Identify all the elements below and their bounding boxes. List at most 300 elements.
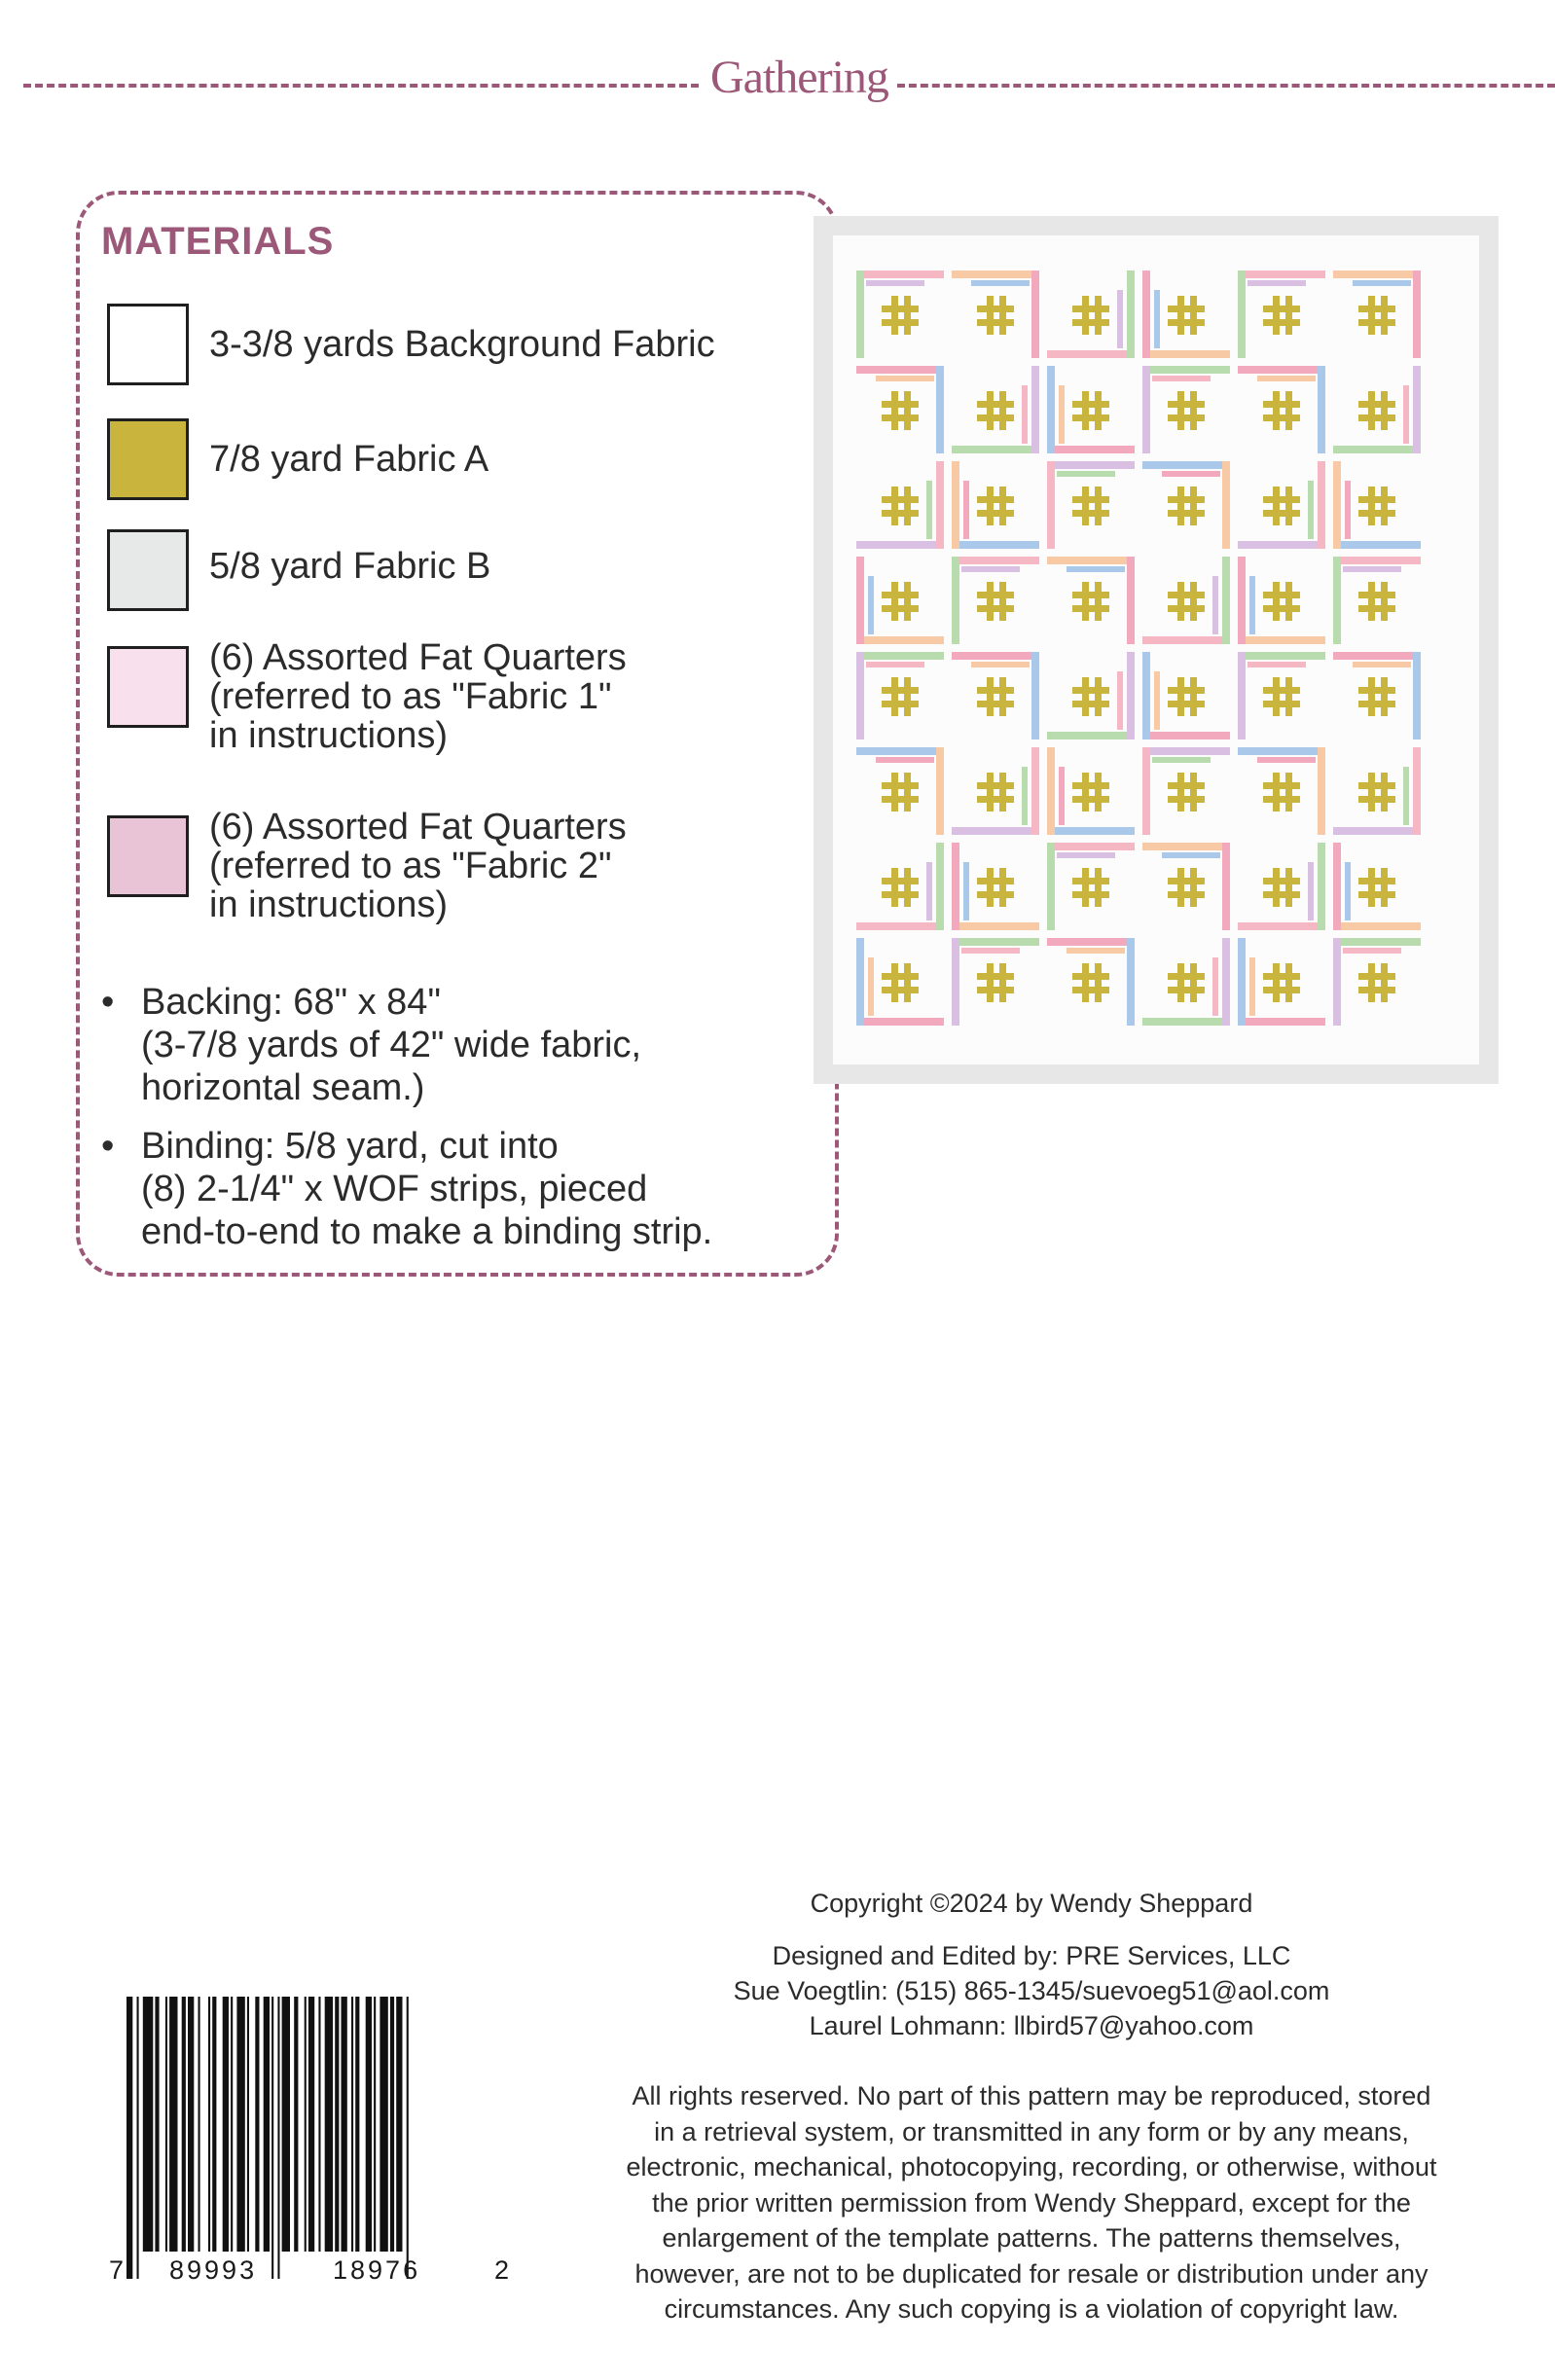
quilt-hash-block (1072, 605, 1109, 612)
quilt-hash-block (987, 677, 994, 716)
quilt-strip (952, 557, 1039, 564)
quilt-hash-block (1263, 415, 1300, 421)
quilt-hash-block (1368, 963, 1375, 1002)
quilt-hash-block (1285, 868, 1292, 907)
quilt-hash-block (1082, 391, 1089, 430)
quilt-hash-block (1273, 487, 1280, 525)
quilt-strip (952, 938, 959, 1026)
quilt-strip (936, 747, 944, 835)
quilt-hash-block (882, 701, 919, 707)
quilt-hash-block (1263, 496, 1300, 503)
barcode-bar (282, 1997, 290, 2252)
quilt-strip (1142, 747, 1150, 835)
quilt-hash-block (1168, 878, 1205, 884)
quilt-strip (926, 481, 932, 539)
material-background-fabric: 3-3/8 yards Background Fabric (209, 324, 715, 365)
quilt-strip (1333, 922, 1421, 930)
quilt-strip (856, 270, 864, 358)
quilt-hash-block (1095, 963, 1102, 1002)
quilt-hash-block (1072, 987, 1109, 993)
quilt-strip (1248, 662, 1306, 667)
quilt-hash-block (1368, 868, 1375, 907)
material-fabric-2-line-1: (6) Assorted Fat Quarters (209, 807, 627, 847)
quilt-hash-block (1263, 592, 1300, 598)
quilt-hash-block (1095, 487, 1102, 525)
legal-line: however, are not to be duplicated for resale or distribution under any (634, 2258, 1428, 2289)
quilt-strip (1257, 757, 1316, 763)
credits-sue-voegtlin: Sue Voegtlin: (515) 865-1345/suevoeg51@aol.com (733, 1976, 1330, 2005)
quilt-strip (1142, 636, 1230, 644)
quilt-hash-block (1095, 677, 1102, 716)
quilt-strip (1047, 557, 1135, 564)
material-fabric-1-line-2: (referred to as "Fabric 1" (209, 676, 612, 717)
binding-line-1: Binding: 5/8 yard, cut into (141, 1126, 559, 1167)
legal-notice (557, 2078, 1506, 2327)
quilt-strip (1238, 270, 1325, 278)
quilt-strip (1308, 481, 1314, 539)
quilt-hash-block (904, 487, 911, 525)
quilt-hash-block (1285, 582, 1292, 621)
quilt-hash-block (999, 773, 1006, 811)
quilt-hash-block (882, 782, 919, 789)
barcode-bar (231, 1997, 233, 2252)
quilt-hash-block (891, 582, 898, 621)
barcode-bar (199, 1997, 200, 2252)
quilt-strip (1127, 270, 1135, 358)
quilt-hash-block (1168, 306, 1205, 312)
quilt-strip (1248, 280, 1306, 286)
quilt-hash-block (1190, 391, 1197, 430)
quilt-hash-block (1381, 963, 1388, 1002)
quilt-strip (1212, 957, 1218, 1016)
quilt-hash-block (882, 891, 919, 898)
quilt-hash-block (1168, 401, 1205, 408)
quilt-hash-block (882, 306, 919, 312)
barcode-bar (277, 1997, 279, 2279)
quilt-hash-block (1168, 782, 1205, 789)
quilt-strip (926, 862, 932, 920)
quilt-hash-block (1082, 582, 1089, 621)
backing-line-3: horizontal seam.) (141, 1067, 425, 1108)
barcode-bar (355, 1997, 359, 2252)
quilt-hash-block (1273, 963, 1280, 1002)
quilt-strip (1067, 566, 1125, 572)
quilt-hash-block (1263, 319, 1300, 326)
quilt-strip (1047, 827, 1135, 835)
quilt-hash-block (1358, 401, 1395, 408)
quilt-strip (856, 636, 944, 644)
quilt-hash-block (1358, 878, 1395, 884)
quilt-strip (866, 280, 924, 286)
quilt-strip (961, 948, 1020, 954)
quilt-strip (1345, 481, 1351, 539)
quilt-strip (1403, 767, 1409, 825)
barcode-bar (390, 1997, 394, 2252)
quilt-hash-block (1381, 677, 1388, 716)
quilt-hash-block (1263, 782, 1300, 789)
copyright-line: Copyright ©2024 by Wendy Sheppard (810, 1889, 1253, 1918)
quilt-hash-block (1072, 496, 1109, 503)
material-fabric-a: 7/8 yard Fabric A (209, 439, 489, 480)
quilt-hash-block (1358, 891, 1395, 898)
quilt-hash-block (1177, 868, 1184, 907)
quilt-hash-block (1381, 582, 1388, 621)
barcode-bar (396, 1997, 402, 2252)
quilt-hash-block (1190, 582, 1197, 621)
quilt-hash-block (1190, 677, 1197, 716)
quilt-hash-block (1072, 401, 1109, 408)
barcode-bar (294, 1997, 298, 2252)
bullet-backing (141, 981, 842, 1109)
quilt-hash-block (1358, 796, 1395, 803)
quilt-strip (1117, 290, 1123, 348)
quilt-strip (1238, 557, 1246, 644)
quilt-strip (1059, 767, 1065, 825)
credits-laurel-lohmann: Laurel Lohmann: llbird57@yahoo.com (809, 2011, 1254, 2040)
quilt-strip (1127, 652, 1135, 739)
quilt-hash-block (1190, 963, 1197, 1002)
quilt-hash-block (977, 401, 1014, 408)
quilt-strip (1413, 652, 1421, 739)
quilt-strip (1047, 461, 1135, 469)
quilt-hash-block (977, 306, 1014, 312)
barcode-bar (318, 1997, 320, 2252)
quilt-hash-block (977, 796, 1014, 803)
quilt-strip (856, 747, 944, 755)
barcode-bar (182, 1997, 186, 2252)
quilt-strip (1047, 843, 1055, 930)
quilt-hash-block (1263, 891, 1300, 898)
quilt-hash-block (999, 582, 1006, 621)
quilt-hash-block (1190, 773, 1197, 811)
quilt-strip (868, 576, 874, 634)
legal-line: circumstances. Any such copying is a violation of copyright law. (664, 2294, 1399, 2324)
quilt-hash-block (977, 878, 1014, 884)
quilt-strip (1212, 576, 1218, 634)
quilt-hash-block (882, 496, 919, 503)
quilt-strip (1249, 576, 1255, 634)
barcode-bar (212, 1997, 216, 2252)
quilt-hash-block (987, 963, 994, 1002)
materials-title: MATERIALS (101, 220, 335, 263)
quilt-strip (1249, 957, 1255, 1016)
quilt-strip (1031, 366, 1039, 453)
quilt-hash-block (882, 415, 919, 421)
material-fabric-1-line-1: (6) Assorted Fat Quarters (209, 637, 627, 678)
quilt-hash-block (1368, 487, 1375, 525)
quilt-strip (876, 757, 934, 763)
quilt-hash-block (1285, 391, 1292, 430)
quilt-hash-block (1168, 891, 1205, 898)
quilt-strip (1142, 461, 1230, 469)
quilt-hash-block (1168, 510, 1205, 517)
quilt-hash-block (1168, 973, 1205, 980)
quilt-hash-block (1168, 987, 1205, 993)
quilt-hash-block (1177, 487, 1184, 525)
quilt-hash-block (1082, 487, 1089, 525)
quilt-hash-block (891, 773, 898, 811)
quilt-hash-block (1285, 963, 1292, 1002)
quilt-hash-block (1368, 582, 1375, 621)
quilt-hash-block (1285, 487, 1292, 525)
quilt-hash-block (1263, 605, 1300, 612)
barcode-bar (366, 1997, 372, 2252)
quilt-strip (1154, 290, 1160, 348)
quilt-strip (1318, 366, 1325, 453)
barcode-digits-left: 89993 (169, 2255, 258, 2285)
quilt-strip (936, 366, 944, 453)
quilt-hash-block (1273, 296, 1280, 335)
quilt-strip (1413, 270, 1421, 358)
quilt-strip (1142, 350, 1230, 358)
quilt-strip (1308, 862, 1314, 920)
swatch-fabric-a (107, 418, 189, 500)
quilt-strip (1318, 843, 1325, 930)
legal-line: All rights reserved. No part of this pattern may be reproduced, stored (632, 2081, 1431, 2110)
quilt-hash-block (1381, 773, 1388, 811)
quilt-strip (1333, 938, 1341, 1026)
quilt-strip (1238, 636, 1325, 644)
barcode-bar (208, 1997, 210, 2252)
barcode-bar (335, 1997, 339, 2252)
quilt-hash-block (1358, 687, 1395, 694)
quilt-hash-block (1072, 878, 1109, 884)
quilt-hash-block (882, 973, 919, 980)
quilt-hash-block (1177, 677, 1184, 716)
quilt-strip (1031, 270, 1039, 358)
quilt-strip (1154, 671, 1160, 730)
quilt-hash-block (1168, 796, 1205, 803)
legal-line: in a retrieval system, or transmitted in any form or by any means, (654, 2116, 1409, 2146)
quilt-strip (1222, 461, 1230, 549)
quilt-strip (936, 461, 944, 549)
quilt-strip (1333, 827, 1421, 835)
quilt-strip (1238, 1018, 1325, 1026)
quilt-strip (1047, 732, 1135, 739)
quilt-hash-block (1358, 306, 1395, 312)
barcode-bar (305, 1997, 307, 2252)
swatch-fabric-2 (107, 815, 189, 897)
quilt-hash-block (1082, 677, 1089, 716)
quilt-strip (1403, 385, 1409, 444)
quilt-strip (1413, 747, 1421, 835)
quilt-hash-block (977, 891, 1014, 898)
quilt-strip (1047, 350, 1135, 358)
quilt-hash-block (1273, 773, 1280, 811)
quilt-strip (1343, 948, 1401, 954)
bullet-dot-binding: • (101, 1126, 115, 1167)
quilt-hash-block (882, 987, 919, 993)
quilt-hash-block (1358, 701, 1395, 707)
quilt-hash-block (977, 987, 1014, 993)
material-fabric-2 (209, 808, 627, 924)
quilt-hash-block (1072, 510, 1109, 517)
barcode-bar (137, 1997, 139, 2279)
quilt-hash-block (891, 391, 898, 430)
quilt-strip (1333, 843, 1341, 930)
quilt-hash-block (977, 605, 1014, 612)
quilt-strip (876, 376, 934, 381)
quilt-hash-block (1358, 605, 1395, 612)
material-fabric-1 (209, 638, 627, 755)
quilt-hash-block (1190, 487, 1197, 525)
quilt-hash-block (882, 605, 919, 612)
header-rule-left (23, 84, 699, 88)
quilt-strip (1031, 652, 1039, 739)
barcode-bar (264, 1997, 270, 2252)
quilt-hash-block (1095, 868, 1102, 907)
quilt-strip (1345, 862, 1351, 920)
quilt-hash-block (1082, 296, 1089, 335)
quilt-hash-block (1072, 592, 1109, 598)
quilt-hash-block (1082, 963, 1089, 1002)
quilt-strip (1162, 471, 1220, 477)
quilt-strip (1127, 938, 1135, 1026)
quilt-strip (1318, 747, 1325, 835)
barcode-bar (308, 1997, 314, 2252)
quilt-hash-block (1095, 773, 1102, 811)
quilt-hash-block (1168, 496, 1205, 503)
barcode-bar (127, 1997, 132, 2279)
quilt-strip (1057, 471, 1115, 477)
quilt-hash-block (1168, 605, 1205, 612)
bullet-dot-backing: • (101, 982, 115, 1023)
quilt-hash-block (882, 687, 919, 694)
quilt-strip (952, 922, 1039, 930)
material-fabric-1-line-3: in instructions) (209, 715, 448, 756)
quilt-hash-block (1168, 592, 1205, 598)
barcode-bar (247, 1997, 249, 2252)
quilt-hash-block (1273, 391, 1280, 430)
quilt-strip (1333, 461, 1341, 549)
quilt-hash-block (1358, 987, 1395, 993)
quilt-hash-block (1273, 582, 1280, 621)
quilt-hash-block (1358, 496, 1395, 503)
quilt-hash-block (891, 296, 898, 335)
quilt-hash-block (1095, 391, 1102, 430)
quilt-hash-block (1072, 687, 1109, 694)
quilt-strip (952, 461, 959, 549)
quilt-strip (856, 366, 944, 374)
quilt-strip (1142, 1018, 1230, 1026)
quilt-strip (1142, 652, 1150, 739)
quilt-hash-block (1381, 487, 1388, 525)
quilt-strip (1162, 852, 1220, 858)
quilt-hash-block (1072, 796, 1109, 803)
quilt-strip (856, 652, 944, 660)
material-fabric-2-line-3: in instructions) (209, 884, 448, 925)
quilt-hash-block (987, 391, 994, 430)
backing-line-2: (3-7/8 yards of 42" wide fabric, (141, 1025, 642, 1065)
barcode-bar (374, 1997, 376, 2252)
quilt-hash-block (904, 963, 911, 1002)
quilt-hash-block (891, 963, 898, 1002)
barcode-bar (351, 1997, 353, 2252)
quilt-hash-block (1072, 306, 1109, 312)
barcode-bar (236, 1997, 244, 2252)
quilt-strip (961, 566, 1020, 572)
quilt-hash-block (1177, 773, 1184, 811)
quilt-strip (868, 957, 874, 1016)
quilt-hash-block (882, 592, 919, 598)
quilt-strip (1117, 671, 1123, 730)
barcode-bar (271, 1997, 273, 2279)
binding-line-2: (8) 2-1/4" x WOF strips, pieced (141, 1169, 648, 1209)
quilt-hash-block (1082, 868, 1089, 907)
quilt-hash-block (1072, 701, 1109, 707)
barcode-bar (407, 1997, 409, 2279)
bullet-binding (141, 1125, 842, 1253)
quilt-strip (1238, 541, 1325, 549)
quilt-hash-block (977, 319, 1014, 326)
quilt-hash-block (1263, 306, 1300, 312)
quilt-strip (1238, 366, 1325, 374)
quilt-strip (952, 827, 1039, 835)
quilt-strip (1238, 922, 1325, 930)
quilt-hash-block (1263, 401, 1300, 408)
quilt-hash-block (882, 878, 919, 884)
material-fabric-b: 5/8 yard Fabric B (209, 546, 491, 587)
barcode-bar (143, 1997, 154, 2252)
quilt-hash-block (1263, 687, 1300, 694)
quilt-hash-block (1285, 677, 1292, 716)
quilt-strip (1047, 938, 1135, 946)
quilt-strip (963, 862, 969, 920)
quilt-hash-block (904, 677, 911, 716)
quilt-strip (856, 652, 864, 739)
quilt-hash-block (1263, 878, 1300, 884)
quilt-strip (1238, 938, 1246, 1026)
quilt-hash-block (1358, 782, 1395, 789)
quilt-hash-block (999, 487, 1006, 525)
quilt-hash-block (904, 296, 911, 335)
quilt-hash-block (977, 701, 1014, 707)
quilt-hash-block (1072, 782, 1109, 789)
quilt-hash-block (1273, 677, 1280, 716)
barcode-bar (255, 1997, 259, 2252)
quilt-strip (1222, 843, 1230, 930)
quilt-hash-block (1072, 891, 1109, 898)
quilt-hash-block (1263, 701, 1300, 707)
quilt-hash-block (1358, 973, 1395, 980)
quilt-strip (1047, 843, 1135, 850)
quilt-strip (1353, 280, 1411, 286)
quilt-hash-block (1263, 973, 1300, 980)
quilt-illustration (814, 216, 1499, 1084)
quilt-hash-block (1072, 319, 1109, 326)
quilt-hash-block (977, 415, 1014, 421)
quilt-strip (1031, 747, 1039, 835)
quilt-hash-block (1177, 296, 1184, 335)
quilt-hash-block (1368, 773, 1375, 811)
quilt-strip (1047, 747, 1055, 835)
quilt-strip (952, 270, 1039, 278)
quilt-hash-block (1263, 796, 1300, 803)
barcode-bar (223, 1997, 229, 2252)
quilt-hash-block (1168, 415, 1205, 421)
quilt-strip (1057, 852, 1115, 858)
quilt-hash-block (1190, 296, 1197, 335)
quilt-strip (1067, 948, 1125, 954)
quilt-hash-block (1177, 582, 1184, 621)
quilt-hash-block (1072, 973, 1109, 980)
quilt-hash-block (977, 592, 1014, 598)
quilt-strip (952, 652, 1039, 660)
quilt-strip (1142, 843, 1230, 850)
quilt-hash-block (1263, 987, 1300, 993)
quilt-strip (856, 922, 944, 930)
quilt-strip (1047, 446, 1135, 453)
